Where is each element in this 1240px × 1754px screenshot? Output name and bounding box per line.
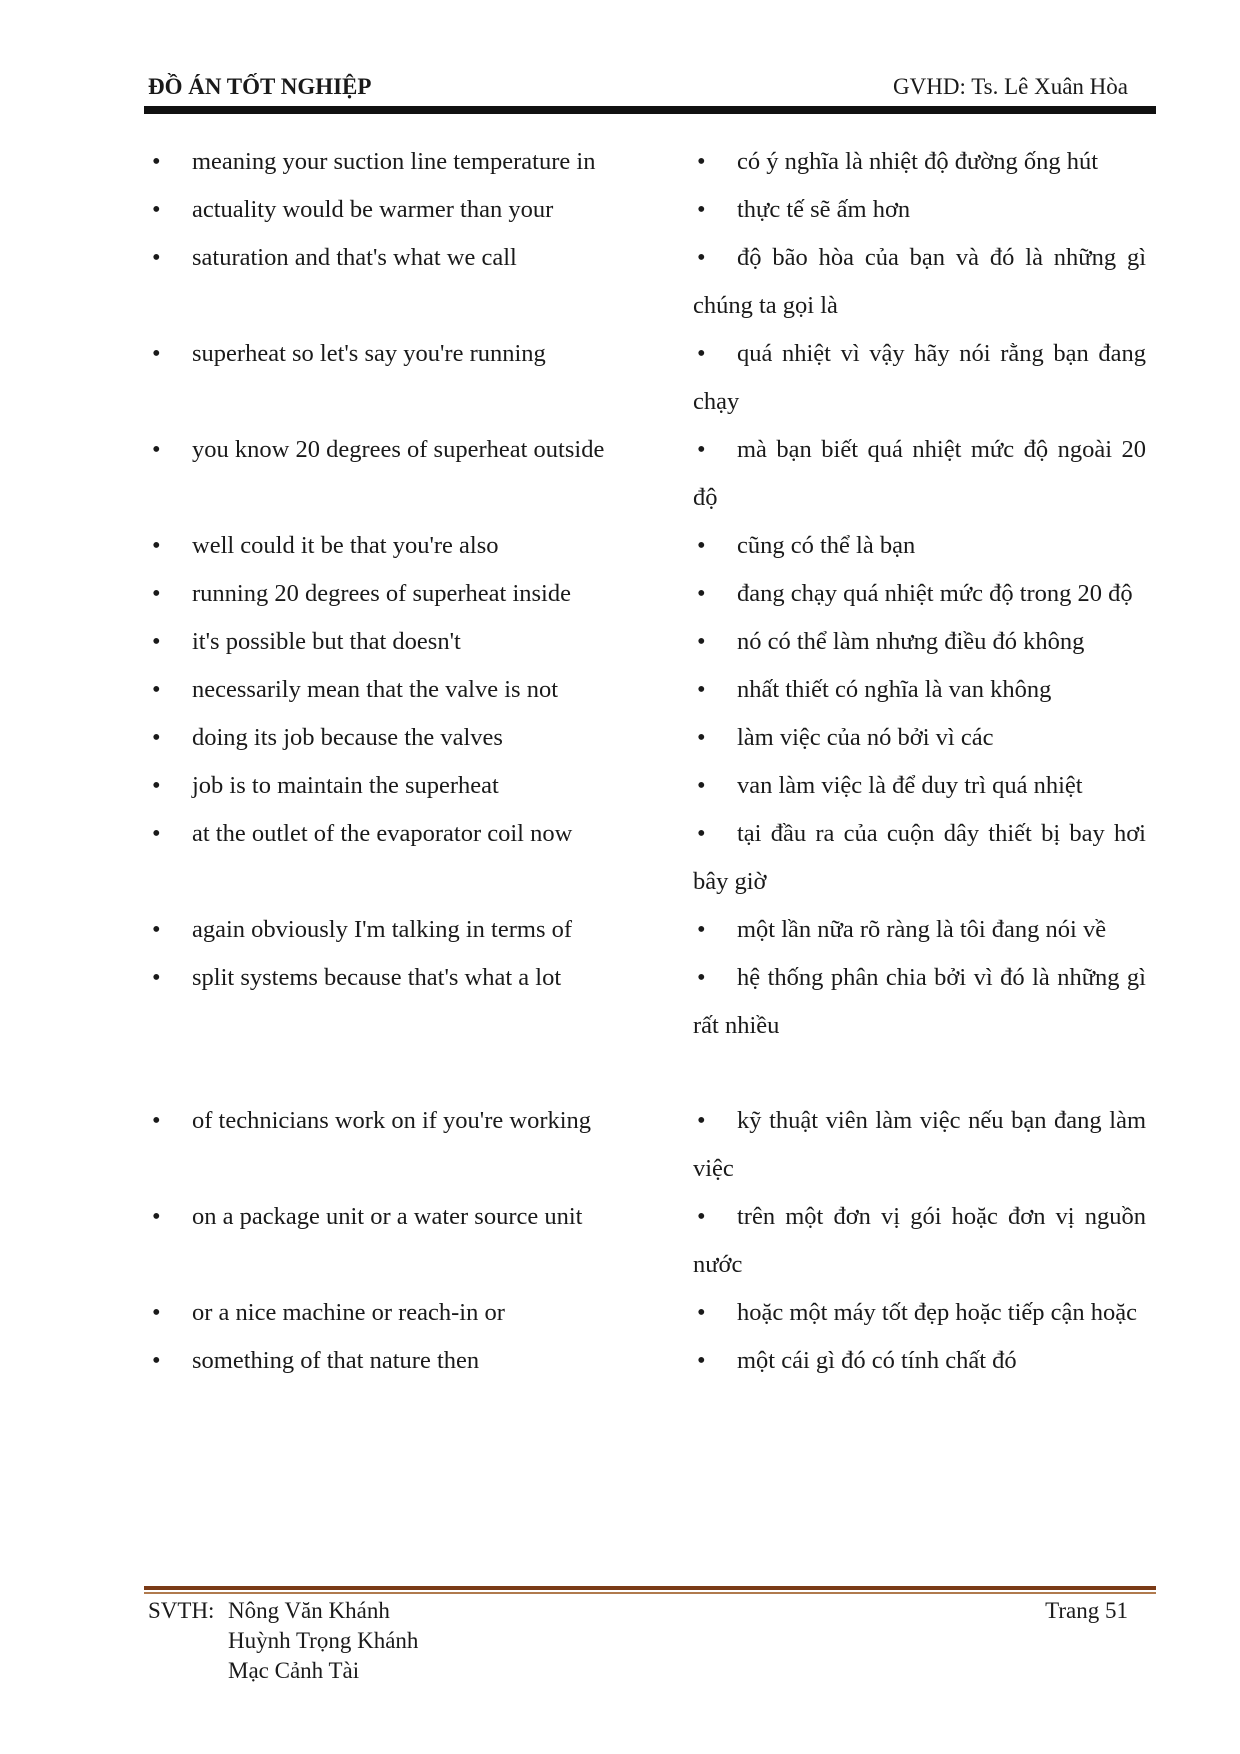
english-line — [148, 330, 646, 426]
english-line — [148, 570, 646, 618]
vietnamese-text: độ bão hòa của bạn và đó là những gì chúng ta gọi là — [693, 244, 1146, 319]
english-line — [148, 1097, 646, 1193]
english-line — [148, 1193, 646, 1289]
vietnamese-line — [693, 762, 1146, 810]
english-line — [148, 666, 646, 714]
english-text: superheat so let's say you're running — [192, 340, 546, 367]
english-text: running 20 degrees of superheat inside — [192, 580, 571, 607]
english-text: of technicians work on if you're working — [192, 1107, 592, 1134]
advisor-label: GVHD: Ts. Lê Xuân Hòa — [893, 74, 1128, 99]
bullet-icon: • — [152, 676, 161, 703]
transcript-row — [148, 234, 1146, 330]
vietnamese-text: mà bạn biết quá nhiệt mức độ ngoài 20 độ — [693, 436, 1146, 511]
english-line — [148, 138, 646, 186]
students-label: SVTH: — [148, 1598, 215, 1623]
vietnamese-line — [693, 666, 1146, 714]
transcript-row — [148, 1289, 1146, 1337]
vietnamese-line — [693, 618, 1146, 666]
students-list — [228, 1596, 418, 1686]
transcript-row — [148, 954, 1146, 1050]
spacer — [148, 1050, 1146, 1097]
english-text: you know 20 degrees of superheat outside — [192, 436, 605, 463]
english-line — [148, 1289, 646, 1337]
bullet-icon: • — [697, 532, 706, 559]
page-number: Trang 51 — [1045, 1598, 1128, 1623]
bullet-icon: • — [152, 196, 161, 223]
vietnamese-line — [693, 330, 1146, 426]
bullet-icon: • — [152, 1107, 161, 1134]
bullet-icon: • — [152, 148, 161, 175]
bilingual-transcript — [148, 138, 1146, 1385]
vietnamese-text: tại đầu ra của cuộn dây thiết bị bay hơi bây giờ — [693, 820, 1146, 895]
document-title: ĐỒ ÁN TỐT NGHIỆP — [148, 74, 372, 99]
bullet-icon: • — [152, 244, 161, 271]
english-line — [148, 618, 646, 666]
vietnamese-text: có ý nghĩa là nhiệt độ đường ống hút — [737, 148, 1099, 175]
vietnamese-line — [693, 1097, 1146, 1193]
english-line — [148, 714, 646, 762]
english-text: job is to maintain the superheat — [192, 772, 499, 799]
vietnamese-line — [693, 954, 1146, 1050]
vietnamese-text: thực tế sẽ ấm hơn — [737, 196, 911, 223]
transcript-row — [148, 138, 1146, 186]
bullet-icon: • — [697, 724, 706, 751]
student-name: Huỳnh Trọng Khánh — [228, 1628, 419, 1653]
bullet-icon: • — [697, 964, 706, 991]
vietnamese-text: trên một đơn vị gói hoặc đơn vị nguồn nước — [693, 1203, 1146, 1278]
vietnamese-line — [693, 714, 1146, 762]
vietnamese-text: kỹ thuật viên làm việc nếu bạn đang làm việc — [693, 1107, 1146, 1182]
bullet-icon: • — [697, 628, 706, 655]
bullet-icon: • — [697, 196, 706, 223]
bullet-icon: • — [152, 916, 161, 943]
vietnamese-text: nhất thiết có nghĩa là van không — [737, 676, 1052, 703]
bullet-icon: • — [697, 1347, 706, 1374]
english-text: on a package unit or a water source unit — [192, 1203, 583, 1230]
bullet-icon: • — [152, 580, 161, 607]
bullet-icon: • — [697, 1107, 706, 1134]
vietnamese-text: một cái gì đó có tính chất đó — [737, 1347, 1017, 1374]
vietnamese-text: một lần nữa rõ ràng là tôi đang nói về — [737, 916, 1107, 943]
footer-rule — [144, 1586, 1156, 1590]
vietnamese-line — [693, 1337, 1146, 1385]
bullet-icon: • — [152, 964, 161, 991]
bullet-icon: • — [152, 772, 161, 799]
transcript-row — [148, 1097, 1146, 1193]
english-line — [148, 954, 646, 1050]
english-line — [148, 234, 646, 330]
vietnamese-text: van làm việc là để duy trì quá nhiệt — [737, 772, 1083, 799]
transcript-row — [148, 426, 1146, 522]
vietnamese-line — [693, 186, 1146, 234]
bullet-icon: • — [152, 724, 161, 751]
bullet-icon: • — [697, 676, 706, 703]
vietnamese-line — [693, 1193, 1146, 1289]
english-line — [148, 906, 646, 954]
vietnamese-line — [693, 426, 1146, 522]
vietnamese-text: đang chạy quá nhiệt mức độ trong 20 độ — [737, 580, 1133, 607]
vietnamese-text: nó có thể làm nhưng điều đó không — [737, 628, 1085, 655]
bullet-icon: • — [697, 340, 706, 367]
vietnamese-line — [693, 570, 1146, 618]
english-line — [148, 522, 646, 570]
english-text: something of that nature then — [192, 1347, 480, 1374]
bullet-icon: • — [152, 1299, 161, 1326]
english-text: doing its job because the valves — [192, 724, 503, 751]
bullet-icon: • — [697, 436, 706, 463]
transcript-row — [148, 186, 1146, 234]
transcript-row — [148, 330, 1146, 426]
english-line — [148, 1337, 646, 1385]
english-text: necessarily mean that the valve is not — [192, 676, 559, 703]
transcript-row — [148, 810, 1146, 906]
vietnamese-line — [693, 138, 1146, 186]
vietnamese-line — [693, 810, 1146, 906]
vietnamese-text: làm việc của nó bởi vì các — [737, 724, 994, 751]
bullet-icon: • — [152, 820, 161, 847]
vietnamese-line — [693, 522, 1146, 570]
bullet-icon: • — [152, 628, 161, 655]
vietnamese-text: hoặc một máy tốt đẹp hoặc tiếp cận hoặc — [737, 1299, 1138, 1326]
english-text: actuality would be warmer than your — [192, 196, 554, 223]
transcript-row — [148, 714, 1146, 762]
vietnamese-line — [693, 1289, 1146, 1337]
bullet-icon: • — [152, 1347, 161, 1374]
english-line — [148, 762, 646, 810]
vietnamese-text: hệ thống phân chia bởi vì đó là những gì rất nhiều — [693, 964, 1146, 1039]
bullet-icon: • — [697, 1299, 706, 1326]
vietnamese-text: cũng có thể là bạn — [737, 532, 916, 559]
transcript-row — [148, 666, 1146, 714]
bullet-icon: • — [152, 532, 161, 559]
english-line — [148, 186, 646, 234]
english-text: well could it be that you're also — [192, 532, 499, 559]
english-line — [148, 426, 646, 522]
english-text: saturation and that's what we call — [192, 244, 517, 271]
vietnamese-line — [693, 234, 1146, 330]
english-text: it's possible but that doesn't — [192, 628, 461, 655]
student-name: Mạc Cảnh Tài — [228, 1658, 360, 1683]
transcript-row — [148, 570, 1146, 618]
bullet-icon: • — [152, 1203, 161, 1230]
bullet-icon: • — [697, 580, 706, 607]
header-rule — [144, 106, 1156, 114]
bullet-icon: • — [697, 820, 706, 847]
bullet-icon: • — [152, 436, 161, 463]
bullet-icon: • — [697, 916, 706, 943]
student-name: Nông Văn Khánh — [228, 1598, 390, 1623]
english-text: again obviously I'm talking in terms of — [192, 916, 573, 943]
transcript-row — [148, 618, 1146, 666]
english-line — [148, 810, 646, 906]
bullet-icon: • — [697, 148, 706, 175]
bullet-icon: • — [697, 1203, 706, 1230]
transcript-row — [148, 522, 1146, 570]
english-text: or a nice machine or reach-in or — [192, 1299, 505, 1326]
transcript-row — [148, 1337, 1146, 1385]
transcript-row — [148, 762, 1146, 810]
english-text: split systems because that's what a lot — [192, 964, 562, 991]
vietnamese-line — [693, 906, 1146, 954]
transcript-row — [148, 1193, 1146, 1289]
bullet-icon: • — [697, 772, 706, 799]
transcript-row — [148, 906, 1146, 954]
footer-rule-thin — [144, 1592, 1156, 1594]
bullet-icon: • — [152, 340, 161, 367]
vietnamese-text: quá nhiệt vì vậy hãy nói rằng bạn đang chạy — [693, 340, 1146, 415]
english-text: meaning your suction line temperature in — [192, 148, 596, 175]
bullet-icon: • — [697, 244, 706, 271]
english-text: at the outlet of the evaporator coil now — [192, 820, 573, 847]
